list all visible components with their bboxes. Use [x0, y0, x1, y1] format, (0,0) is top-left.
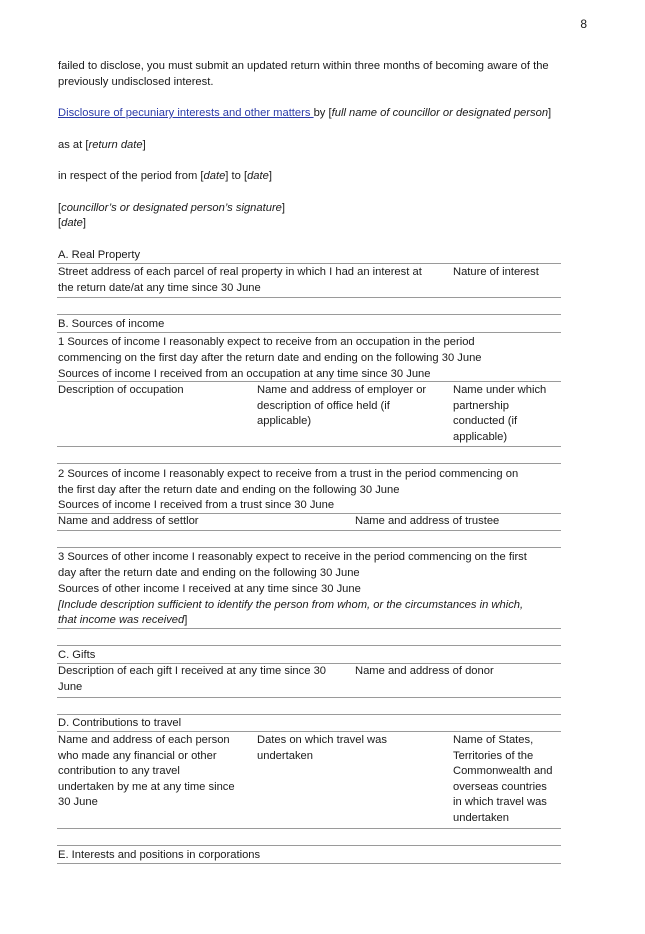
occupation-col-2-line: applicable): [257, 415, 312, 428]
signature-date-line: [58, 215, 563, 231]
divider: [57, 628, 561, 629]
occupation-col-2-line: description of office held (if: [257, 399, 390, 412]
occupation-col-2: [257, 383, 449, 430]
section-b-p3-line-1: 3 Sources of other income I reasonably expect to receive in the period commencing on the first: [58, 551, 527, 563]
section-b-p3-note-2: [58, 612, 563, 628]
divider: [57, 731, 561, 732]
sig-close: ]: [281, 202, 285, 214]
section-a-col-1: [58, 265, 453, 296]
divider: [57, 463, 561, 464]
travel-col-3: [453, 733, 565, 827]
occupation-col-3: [453, 383, 563, 445]
gifts-col-1-line: June: [58, 680, 83, 693]
section-a-col-1-line: Street address of each parcel of real property in which I had an interest at: [58, 266, 422, 278]
divider: [57, 697, 561, 698]
travel-col-1-line: who made any financial or other: [58, 749, 217, 762]
occupation-col-3-line: partnership: [453, 399, 509, 412]
section-a-col-1-line: the return date/at any time since 30 June: [58, 281, 261, 294]
travel-col-2-line: undertaken: [257, 749, 313, 762]
divider: [57, 845, 561, 846]
page-number: 8: [580, 17, 587, 31]
return-date-placeholder: return date: [88, 139, 143, 151]
gifts-col-1-line: Description of each gift I received at any time since 30: [58, 665, 327, 677]
section-b-title: B. Sources of income: [58, 318, 165, 330]
disclosure-line: [58, 105, 598, 121]
travel-col-2: [257, 733, 449, 764]
divider: [57, 530, 561, 531]
as-at-prefix: as at [: [58, 139, 89, 151]
trust-col-1: Name and address of settlor: [58, 515, 199, 527]
signature-line: [58, 200, 563, 216]
period-prefix: in respect of the period from [: [58, 170, 204, 182]
divider: [57, 314, 561, 315]
section-b-p2-line-1: 2 Sources of income I reasonably expect to receive from a trust in the period commencing on: [58, 468, 519, 480]
divider: [57, 263, 561, 264]
section-b-p1-line-1: 1 Sources of income I reasonably expect to receive from an occupation in the period: [58, 336, 475, 348]
travel-col-3-line: undertaken: [453, 811, 509, 824]
sig-date-close: ]: [82, 217, 86, 229]
section-b-p3-line-3: Sources of other income I received at any time since 30 June: [58, 583, 361, 595]
signature-placeholder: councillor’s or designated person’s signature: [61, 202, 282, 214]
intro-line-2: previously undisclosed interest.: [58, 76, 214, 88]
sig-date-open: [: [58, 217, 62, 229]
occupation-col-2-line: Name and address of employer or: [257, 384, 427, 396]
section-c-title: C. Gifts: [58, 649, 96, 661]
section-b-p1-line-2: commencing on the first day after the return date and ending on the following 30 June: [58, 352, 482, 364]
period-line: [58, 168, 563, 184]
section-d-title: D. Contributions to travel: [58, 717, 182, 729]
occupation-col-1: Description of occupation: [58, 384, 184, 396]
gifts-col-2: Name and address of donor: [355, 665, 494, 677]
travel-col-3-line: overseas countries: [453, 780, 547, 793]
divider: [57, 645, 561, 646]
period-mid: ] to [: [225, 170, 248, 182]
period-date-to: date: [247, 170, 269, 182]
occupation-col-3-line: Name under which: [453, 384, 547, 396]
sig-open: [: [58, 202, 62, 214]
divider: [57, 297, 561, 298]
travel-col-2-line: Dates on which travel was: [257, 734, 387, 746]
travel-col-1-line: contribution to any travel: [58, 765, 180, 778]
divider: [57, 381, 561, 382]
travel-col-3-line: Commonwealth and: [453, 765, 553, 778]
name-placeholder: full name of councillor or designated person: [331, 107, 549, 119]
signature-date-placeholder: date: [61, 217, 83, 229]
as-at-suffix: ]: [142, 139, 146, 151]
divider: [57, 332, 561, 333]
note-close: ]: [184, 614, 188, 626]
trust-col-2: Name and address of trustee: [355, 515, 500, 527]
disclosure-by: by [: [313, 107, 332, 119]
disclosure-link[interactable]: Disclosure of pecuniary interests and other matters: [58, 107, 314, 119]
section-a-col-2: Nature of interest: [453, 266, 539, 278]
as-at-line: [58, 137, 563, 153]
travel-col-1-line: undertaken by me at any time since: [58, 780, 235, 793]
period-suffix: ]: [268, 170, 272, 182]
divider: [57, 446, 561, 447]
disclosure-close: ]: [548, 107, 552, 119]
section-b-p3-note-1: [Include description sufficient to identify the person from whom, or the circumstances in which,: [58, 599, 524, 611]
intro-line-1: failed to disclose, you must submit an updated return within three months of becoming aware of the: [58, 60, 549, 72]
divider: [57, 863, 561, 864]
note-text: that income was received: [58, 614, 185, 626]
section-b-p3-line-2: day after the return date and ending on the following 30 June: [58, 567, 360, 579]
occupation-col-3-line: applicable): [453, 430, 508, 443]
section-e-title: E. Interests and positions in corporations: [58, 849, 261, 861]
travel-col-3-line: Territories of the: [453, 749, 534, 762]
divider: [57, 547, 561, 548]
travel-col-3-line: Name of States,: [453, 734, 534, 746]
section-b-p2-line-3: Sources of income I received from a trust since 30 June: [58, 499, 335, 511]
travel-col-1: [58, 733, 253, 811]
section-a-title: A. Real Property: [58, 249, 141, 261]
travel-col-1-line: 30 June: [58, 796, 98, 809]
section-b-p1-line-3: Sources of income I received from an occupation at any time since 30 June: [58, 368, 431, 380]
divider: [57, 828, 561, 829]
occupation-col-3-line: conducted (if: [453, 415, 518, 428]
gifts-col-1: [58, 664, 350, 695]
travel-col-3-line: in which travel was: [453, 796, 547, 809]
period-date-from: date: [203, 170, 226, 182]
section-b-p2-line-2: the first day after the return date and ending on the following 30 June: [58, 484, 400, 496]
travel-col-1-line: Name and address of each person: [58, 734, 230, 746]
